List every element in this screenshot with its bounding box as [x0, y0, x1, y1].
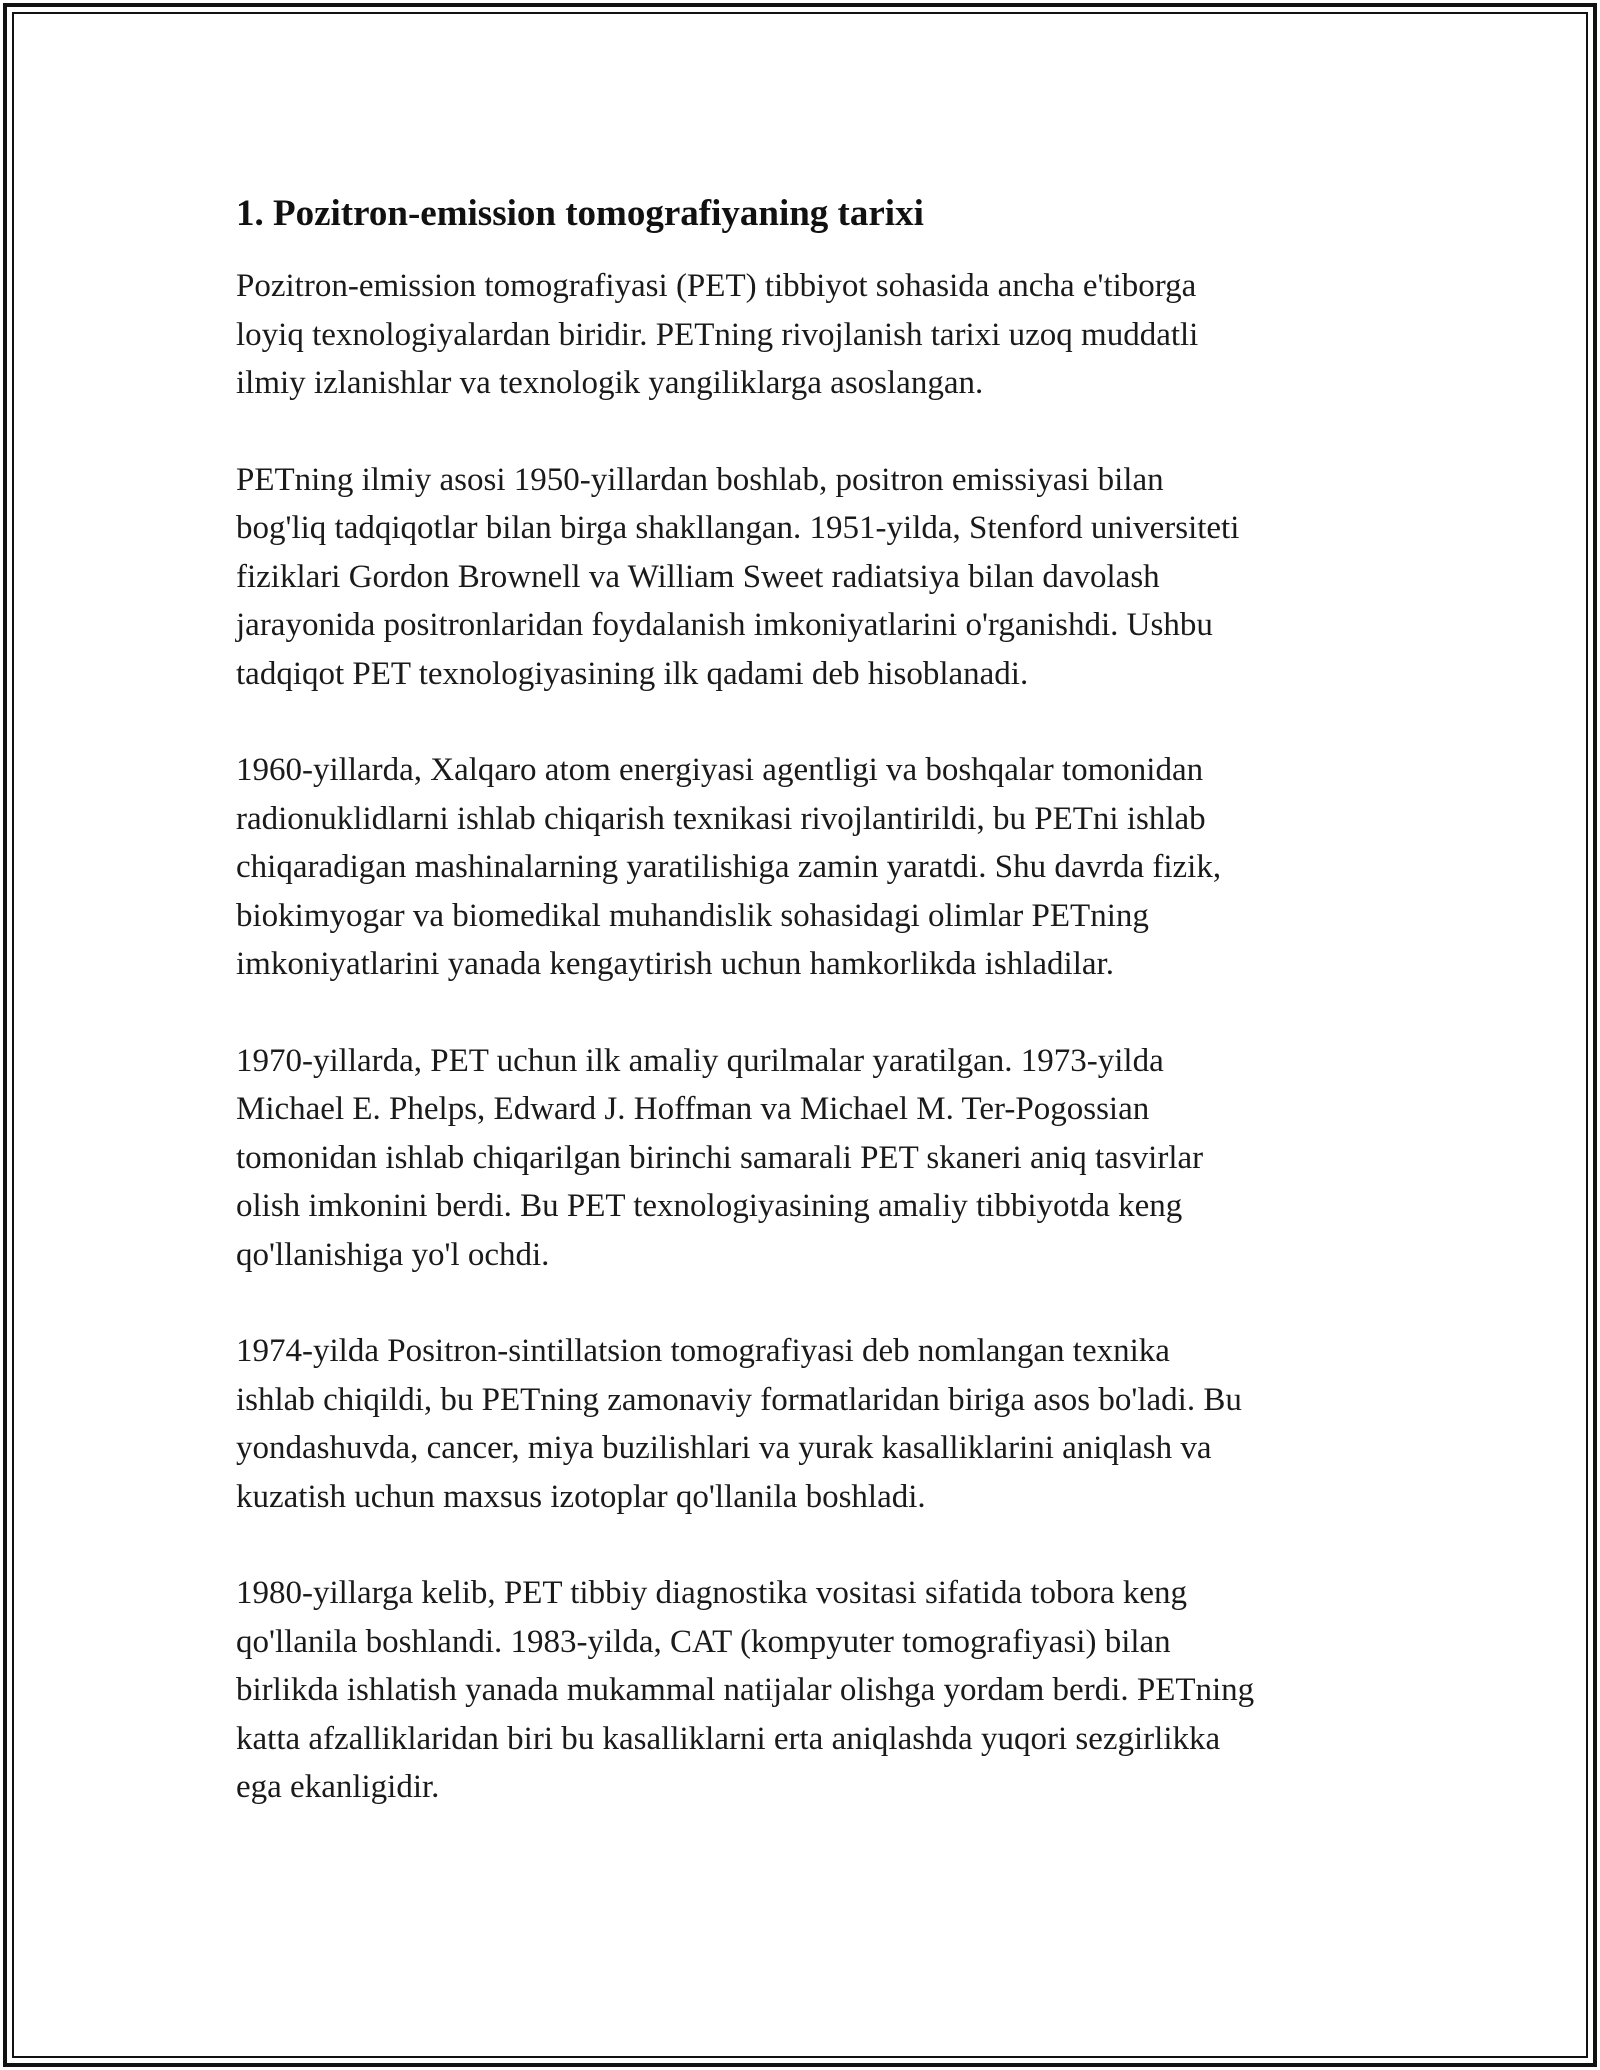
- paragraph-intro: Pozitron-emission tomografiyasi (PET) tibbiyot sohasida ancha e'tiborga loyiq texnologiyalardan biridir. PETning rivojlanish tarixi uzoq muddatli ilmiy izlanishlar va texnologik yangiliklarga asoslangan.: [236, 268, 1199, 401]
- paragraph-1974: 1974-yilda Positron-sintillatsion tomografiyasi deb nomlangan texnika ishlab chiqildi, bu PETning zamonaviy formatlaridan biriga asos bo'ladi. Bu yondashuvda, cancer, miya buzilishlari va yurak kasalliklarini aniqlash va kuzatish uchun maxsus izotoplar qo'llanila boshladi.: [236, 1333, 1242, 1515]
- paragraph-1960s: 1960-yillarda, Xalqaro atom energiyasi agentligi va boshqalar tomonidan radionuklidlarni ishlab chiqarish texnikasi rivojlantirildi, bu PETni ishlab chiqaradigan mashinalarning yaratilishiga zamin yaratdi. Shu davrda fizik, biokimyogar va biomedikal muhandislik sohasidagi olimlar PETning imkoniyatlarini yanada kengaytirish uchun hamkorlikda ishladilar.: [236, 752, 1222, 982]
- paragraph-1950s: PETning ilmiy asosi 1950-yillardan boshlab, positron emissiyasi bilan bog'liq tadqiqotlar bilan birga shakllangan. 1951-yilda, Stenford universiteti fiziklari Gordon Brownell va William Sweet radiatsiya bilan davolash jarayonida positronlaridan foydalanish imkoniyatlarini o'rganishdi. Ushbu tadqiqot PET texnologiyasining ilk qadami deb hisoblanadi.: [236, 461, 1240, 692]
- paragraph-1970s: 1970-yillarda, PET uchun ilk amaliy qurilmalar yaratilgan. 1973-yilda Michael E. Phelps, Edward J. Hoffman va Michael M. Ter-Pogossian tomonidan ishlab chiqarilgan birinchi samarali PET skaneri aniq tasvirlar olish imkonini berdi. Bu PET texnologiyasining amaliy tibbiyotda keng qo'llanishiga yo'l ochdi.: [236, 1042, 1204, 1273]
- paragraph-1980s: 1980-yillarga kelib, PET tibbiy diagnostika vositasi sifatida tobora keng qo'llanila boshlandi. 1983-yilda, CAT (kompyuter tomografiyasi) bilan birlikda ishlatish yanada mukammal natijalar olishga yordam berdi. PETning katta afzalliklaridan biri bu kasalliklarni erta aniqlashda yuqori sezgirlikka ega ekanligidir.: [236, 1575, 1255, 1805]
- document-body: [236, 186, 1376, 1860]
- section-heading: 1. Pozitron-emission tomografiyaning tarixi: [236, 193, 924, 234]
